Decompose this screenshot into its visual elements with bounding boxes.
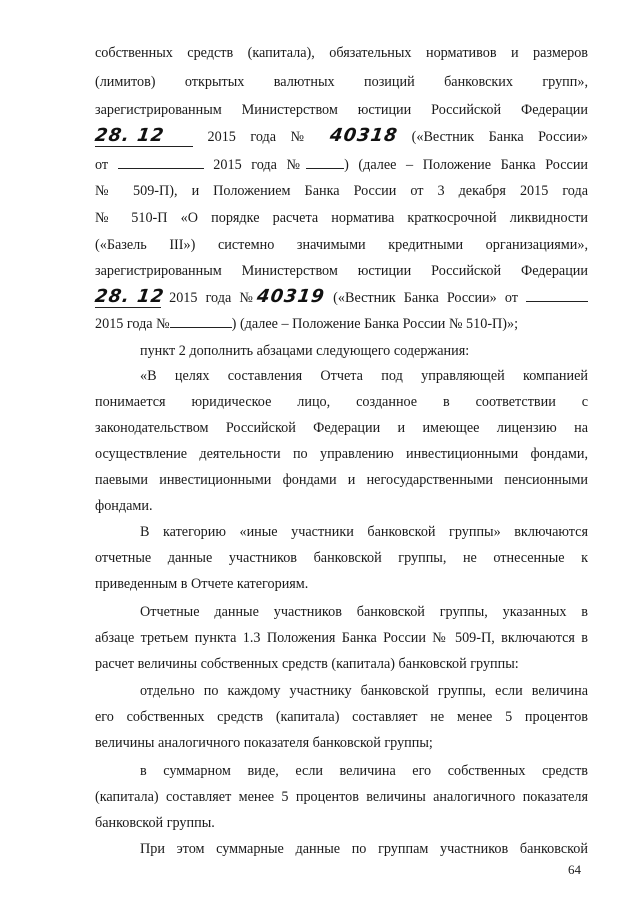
text-line: (капитала) составляет менее 5 процентов величины аналогичного показателя	[95, 789, 588, 805]
text-line: расчет величины собственных средств (капитала) банковской группы:	[95, 656, 519, 672]
text-line: При этом суммарные данные по группам участников банковской	[140, 841, 588, 857]
text-line: зарегистрированным Министерством юстиции Российской Федерации	[95, 102, 588, 118]
text-line-handwritten-date: 28. 12 2015 года № 40318 («Вестник Банка России»	[93, 125, 589, 146]
blank-date-field	[118, 155, 204, 169]
handwritten-registration-number: 40319	[256, 286, 327, 307]
text-line: отдельно по каждому участнику банковской группы, если величина	[140, 683, 588, 699]
text-line: № 509-П), и Положением Банка России от 3 декабря 2015 года	[95, 183, 588, 199]
text-line: Отчетные данные участников банковской группы, указанных в	[140, 604, 588, 620]
blank-number-field	[170, 314, 232, 328]
text-line: его собственных средств (капитала) составляет не менее 5 процентов	[95, 709, 588, 725]
text-line: (лимитов) открытых валютных позиций банковских групп»,	[95, 74, 588, 90]
text-line: паевыми инвестиционными фондами и негосударственными пенсионными	[95, 472, 588, 488]
text-line: понимается юридическое лицо, созданное в соответствии с	[95, 394, 588, 410]
text-line: банковской группы.	[95, 815, 215, 831]
text-line: В категорию «иные участники банковской группы» включаются	[140, 524, 588, 540]
text-line: пункт 2 дополнить абзацами следующего содержания:	[140, 343, 470, 359]
text-line: величины аналогичного показателя банковской группы;	[95, 735, 433, 751]
text-line: от 2015 года № ) (далее – Положение Банка России	[95, 157, 589, 173]
text-line-handwritten-date: 28. 12 2015 года №40319 («Вестник Банка России» от	[95, 288, 588, 308]
blank-number-field	[306, 155, 344, 169]
handwritten-registration-number: 40318	[328, 125, 399, 146]
text-line: 2015 года № ) (далее – Положение Банка России № 510-П)»;	[95, 316, 519, 332]
text-line: законодательством Российской Федерации и имеющее лицензию на	[95, 420, 588, 436]
blank-date-field	[526, 288, 588, 302]
text-line: отчетные данные участников банковской группы, не отнесенные к	[95, 550, 588, 566]
handwritten-date: 28. 12	[93, 286, 166, 307]
text-line: фондами.	[95, 498, 153, 514]
text-line: в суммарном виде, если величина его собственных средств	[140, 763, 588, 779]
page-number: 64	[568, 862, 581, 877]
text-line: абзаце третьем пункта 1.3 Положения Банка России № 509-П, включаются в	[95, 630, 588, 646]
text-line: собственных средств (капитала), обязательных нормативов и размеров	[95, 45, 588, 61]
text-line: № 510-П «О порядке расчета норматива краткосрочной ликвидности	[95, 210, 588, 226]
text-line: приведенным в Отчете категориям.	[95, 576, 309, 592]
text-line: осуществление деятельности по управлению инвестиционными фондами,	[95, 446, 588, 462]
text-line: «В целях составления Отчета под управляющей компанией	[140, 368, 588, 384]
handwritten-date: 28. 12	[93, 125, 166, 146]
text-line: зарегистрированным Министерством юстиции Российской Федерации	[95, 263, 588, 279]
text-line: («Базель III») системно значимыми кредитными организациями»,	[95, 237, 588, 253]
